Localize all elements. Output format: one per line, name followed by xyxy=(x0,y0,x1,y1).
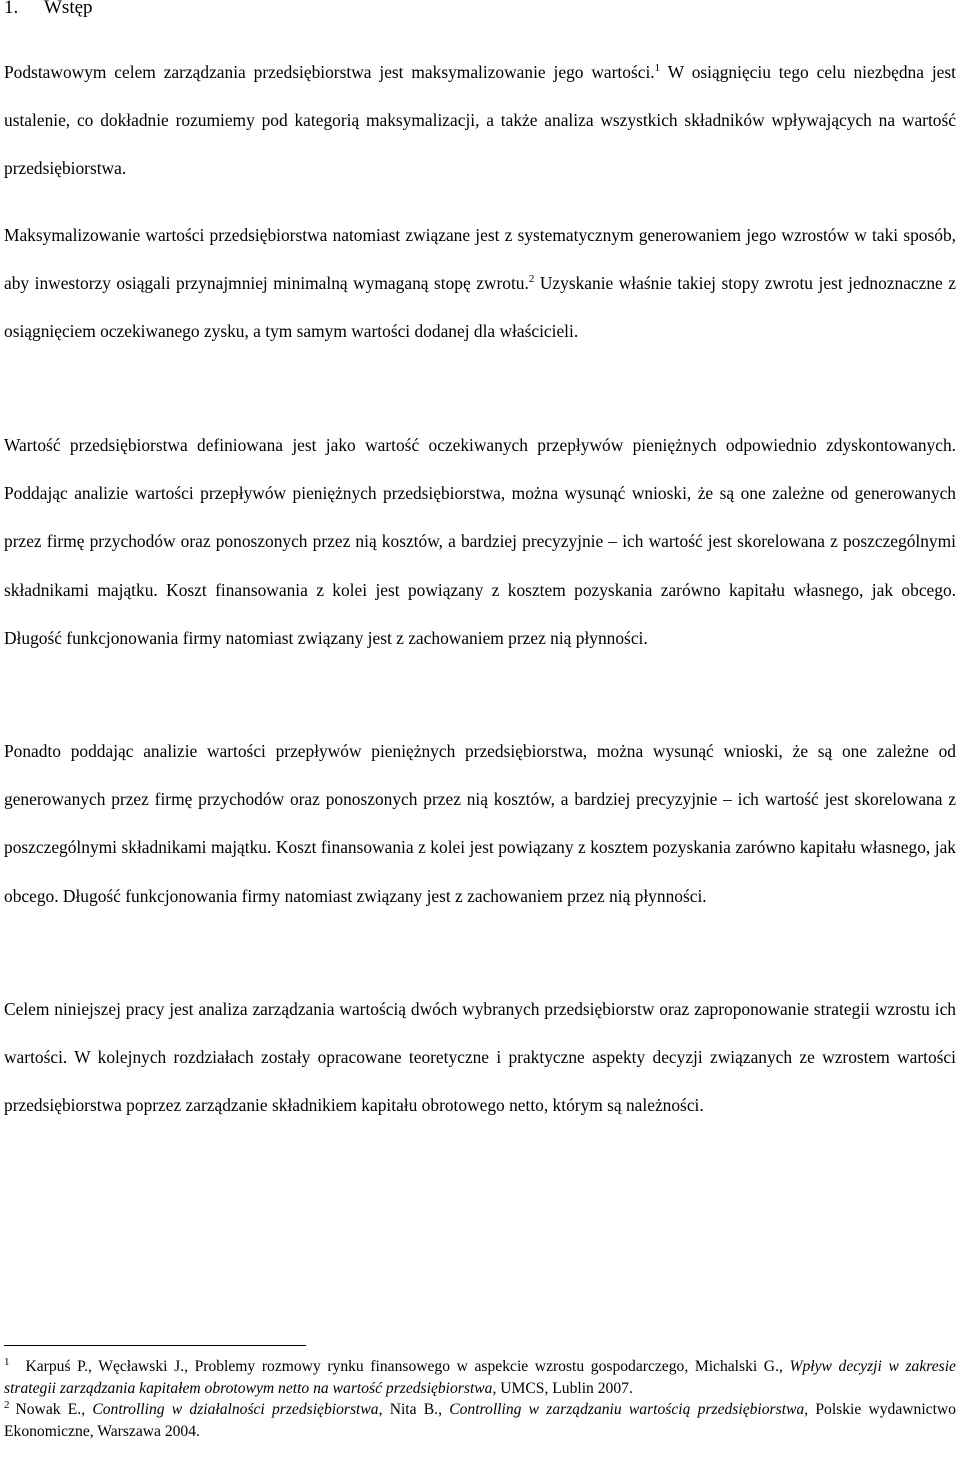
paragraph-4 xyxy=(4,727,956,920)
footnote-text: , UMCS, Lublin 2007. xyxy=(492,1379,633,1397)
paragraph-text: Ponadto poddając analizie wartości przepływów pieniężnych przedsiębiorstwa, można wysunąć wnioski, że są one zależne od generowanych przez firmę przychodów oraz ponoszonych przez nią kosztów, a bardziej precyzyjnie – ich wartość jest skorelowana z poszczególnymi składnikami majątku. Koszt finansowania z kolei jest powiązany z kosztem pozyskania zarówno kapitału własnego, jak obcego. Długość funkcjonowania firmy natomiast związany jest z zachowaniem przez nią płynności. xyxy=(4,741,956,906)
footnote-title: Controlling w zarządzaniu wartością przedsiębiorstwa xyxy=(449,1401,805,1419)
footnote-text: Nowak E., xyxy=(15,1401,93,1419)
footnote-text: , Polskie wydawnictwo Ekonomiczne, Warszawa 2004. xyxy=(4,1401,956,1440)
footnote-reference[interactable]: 1 xyxy=(654,62,661,74)
paragraph-text: Maksymalizowanie wartości przedsiębiorstwa natomiast związane jest z systematycznym generowaniem jego wzrostów w taki sposób, aby inwestorzy osiągali przynajmniej minimalną wymaganą stopę zwrotu. xyxy=(4,225,956,294)
paragraph-text: Podstawowym celem zarządzania przedsiębiorstwa jest maksymalizowanie jego wartości. xyxy=(4,62,655,82)
paragraph-2 xyxy=(4,211,956,356)
paragraph-text: Celem niniejszej pracy jest analiza zarządzania wartością dwóch wybranych przedsiębiorstw oraz zaproponowanie strategii wzrostu ich wartości. W kolejnych rozdziałach zostały opracowane teoretyczne i praktyczne aspekty decyzji związanych ze wzrostem wartości przedsiębiorstwa poprzez zarządzanie składnikiem kapitału obrotowego netto, którym są należności. xyxy=(4,999,956,1116)
paragraph-5 xyxy=(4,985,956,1130)
footnote-1 xyxy=(4,1356,956,1399)
footnote-title: Wpływ decyzji w zakresie strategii zarządzania kapitałem obrotowym netto na wartość przedsiębiorstwa xyxy=(4,1358,956,1397)
footnote-separator xyxy=(4,1345,306,1346)
section-title: Wstęp xyxy=(44,0,93,18)
footnote-title: Controlling w działalności przedsiębiorstwa xyxy=(92,1401,379,1419)
footnote-text: Karpuś P., Węcławski J., Problemy rozmowy rynku finansowego w aspekcie wzrostu gospodarczego, Michalski G., xyxy=(25,1358,790,1375)
paragraph-text: Uzyskanie właśnie takiej stopy zwrotu jest jednoznaczne z osiągnięciem oczekiwanego zysku, a tym samym wartości dodanej dla właścicieli. xyxy=(4,273,956,342)
footnote-2 xyxy=(4,1399,956,1442)
paragraph-text: W osiągnięciu tego celu niezbędna jest ustalenie, co dokładnie rozumiemy pod kategorią maksymalizacji, a także analiza wszystkich składników wpływających na wartość przedsiębiorstwa. xyxy=(4,62,957,179)
footnote-mark: 1 xyxy=(4,1356,10,1368)
footnote-text: , Nita B., xyxy=(378,1401,450,1419)
section-heading xyxy=(4,0,93,20)
paragraph-1 xyxy=(4,48,956,193)
footnote-mark: 2 xyxy=(4,1399,10,1412)
footnote-reference[interactable]: 2 xyxy=(528,273,535,286)
paragraph-text: Wartość przedsiębiorstwa definiowana jest jako wartość oczekiwanych przepływów pieniężnych odpowiednio zdyskontowanych. Poddając analizie wartości przepływów pieniężnych przedsiębiorstwa, można wysunąć wnioski, że są one zależne od generowanych przez firmę przychodów oraz ponoszonych przez nią kosztów, a bardziej precyzyjnie – ich wartość jest skorelowana z poszczególnymi składnikami majątku. Koszt finansowania z kolei jest powiązany z kosztem pozyskania zarówno kapitału własnego, jak obcego. Długość funkcjonowania firmy natomiast związany jest z zachowaniem przez nią płynności. xyxy=(4,435,956,648)
paragraph-3 xyxy=(4,421,956,662)
section-number: 1. xyxy=(4,0,19,18)
footnotes xyxy=(4,1356,956,1442)
